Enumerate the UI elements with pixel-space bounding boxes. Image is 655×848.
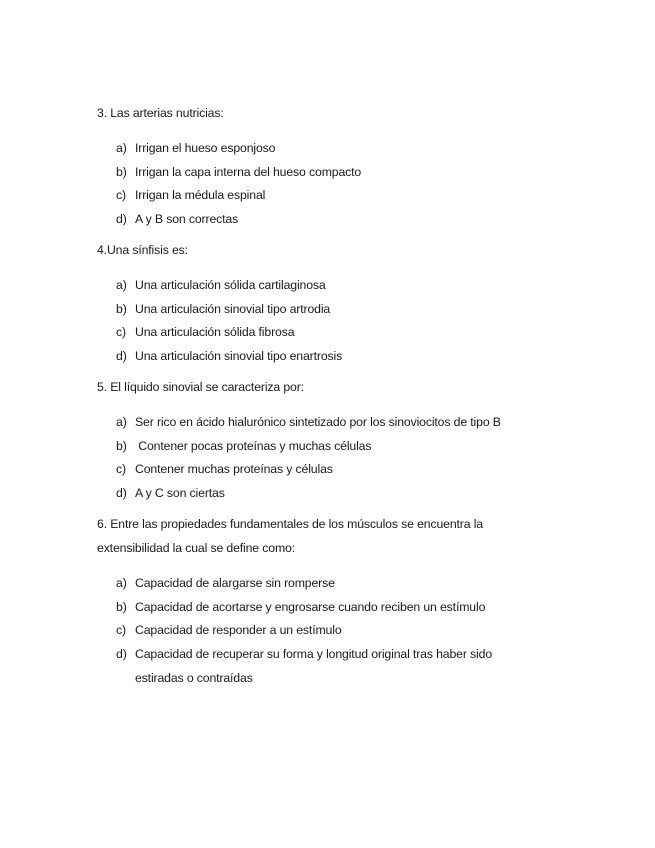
option-text: Una articulación sinovial tipo enartrosis [135,349,343,363]
option-text: Irrigan la médula espinal [135,188,266,202]
option-letter: c) [116,325,126,339]
option-letter: a) [116,415,127,429]
option-letter: c) [116,188,126,202]
option-text: Contener pocas proteínas y muchas células [135,439,372,453]
option-letter: d) [116,486,127,500]
option-text: Capacidad de recuperar su forma y longitud original tras haber sido estiradas o contraídas [135,647,493,685]
question-4-option-a [116,277,576,297]
question-5-option-d [116,485,576,505]
option-letter: b) [116,439,127,453]
question-3-option-d [116,211,576,231]
question-3-option-b [116,164,576,184]
option-letter: b) [116,302,127,316]
question-4-option-d [116,348,576,368]
question-5-option-c [116,461,576,481]
option-text: Una articulación sólida cartilaginosa [135,278,326,292]
question-3-prompt: 3. Las arterias nutricias: [97,106,224,120]
option-letter: a) [116,278,127,292]
option-letter: d) [116,212,127,226]
question-3-option-c [116,187,576,207]
option-letter: a) [116,141,127,155]
option-letter: b) [116,600,127,614]
option-letter: c) [116,462,126,476]
option-text: A y C son ciertas [135,486,225,500]
option-letter: b) [116,165,127,179]
option-text: Capacidad de alargarse sin romperse [135,576,335,590]
question-6-option-a [116,575,576,595]
question-5-option-b [116,438,576,458]
option-letter: d) [116,349,127,363]
question-6-option-d [116,646,576,690]
option-letter: d) [116,647,127,661]
question-6-option-c [116,622,576,642]
option-text: Irrigan la capa interna del hueso compacto [135,165,362,179]
question-4-option-b [116,301,576,321]
option-letter: a) [116,576,127,590]
option-text: Contener muchas proteínas y células [135,462,333,476]
option-letter: c) [116,623,126,637]
question-6-option-b [116,599,576,619]
question-6-prompt: 6. Entre las propiedades fundamentales de los músculos se encuentra la extensibilidad la cual se define como: [97,517,483,555]
option-text: Capacidad de acortarse y engrosarse cuando reciben un estímulo [135,600,486,614]
option-text: Capacidad de responder a un estímulo [135,623,342,637]
question-5-option-a [116,414,576,434]
question-5-prompt: 5. El líquido sinovial se caracteriza por: [97,380,304,394]
option-text: Ser rico en ácido hialurónico sintetizado por los sinoviocitos de tipo B [135,415,501,429]
option-text: A y B son correctas [135,212,239,226]
question-4-option-c [116,324,576,344]
question-4-prompt: 4.Una sínfisis es: [97,243,188,257]
question-3-option-a [116,140,576,160]
option-text: Una articulación sinovial tipo artrodia [135,302,331,316]
option-text: Una articulación sólida fibrosa [135,325,295,339]
option-text: Irrigan el hueso esponjoso [135,141,276,155]
